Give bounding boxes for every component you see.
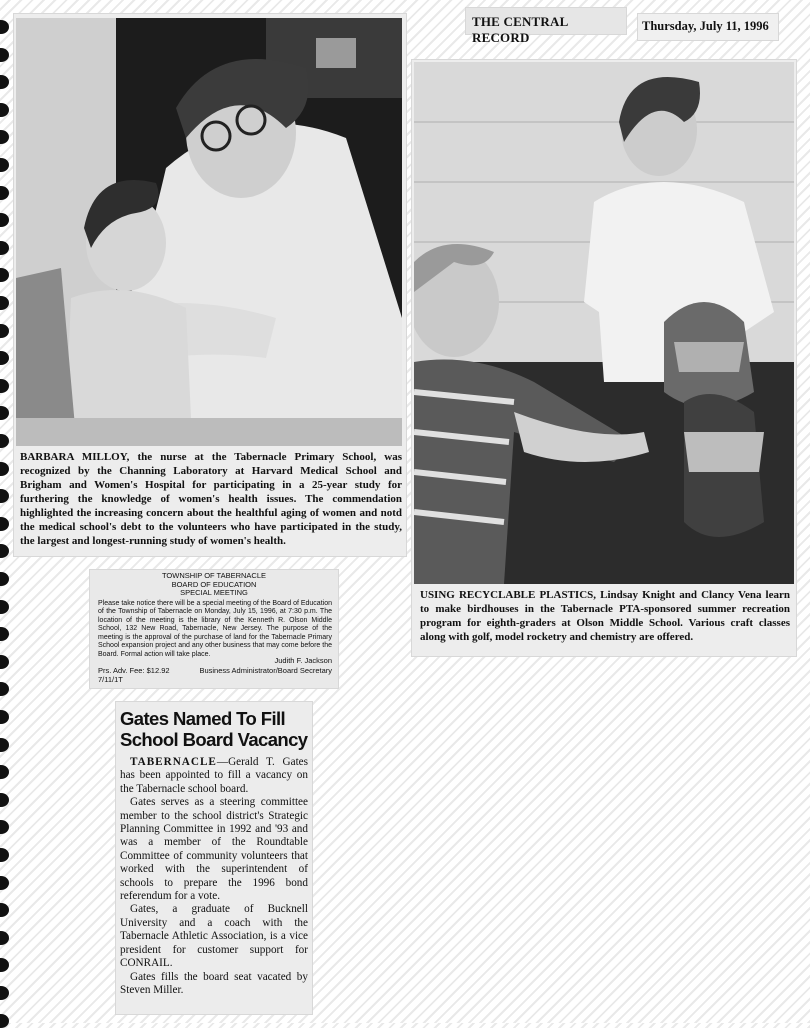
binder-hole (0, 379, 9, 393)
article-paragraph-3: Gates, a graduate of Bucknell University and a coach with the Tabernacle Athletic Association, is a vice president for customer support for CONRAIL. (120, 903, 308, 970)
binder-hole (0, 655, 9, 669)
students-photo-caption: USING RECYCLABLE PLASTICS, Lindsay Knight and Clancy Vena learn to make birdhouses in the Tabernacle PTA-sponsored summer recreation program for eighth-graders at Olson Middle School. Various craft classes along with golf, model rocketry and chemistry are offered. (420, 589, 790, 643)
legal-notice-clipping (90, 570, 338, 688)
binder-hole (0, 738, 9, 752)
binder-hole (0, 158, 9, 172)
binder-hole (0, 186, 9, 200)
binder-holes (0, 0, 14, 1023)
binder-hole (0, 627, 9, 641)
binder-hole (0, 489, 9, 503)
binder-hole (0, 793, 9, 807)
date-clipping (638, 14, 778, 40)
binder-hole (0, 682, 9, 696)
binder-hole (0, 848, 9, 862)
binder-hole (0, 876, 9, 890)
binder-hole (0, 462, 9, 476)
newspaper-name: THE CENTRAL RECORD (472, 14, 568, 45)
gates-article-clipping (116, 702, 312, 1014)
nurse-photo-clipping (14, 14, 406, 556)
article-dateline: TABERNACLE (130, 756, 217, 768)
binder-hole (0, 324, 9, 338)
binder-hole (0, 600, 9, 614)
nurse-photo (16, 18, 402, 446)
binder-hole (0, 351, 9, 365)
recyclable-plastics-photo-clipping (412, 60, 796, 656)
notice-signer: Judith F. Jackson (274, 656, 332, 665)
article-paragraph-1: —Gerald T. Gates has been appointed to fill a vacancy on the Tabernacle school board. (120, 756, 308, 795)
notice-fee: Prs. Adv. Fee: $12.92 (98, 666, 170, 675)
article-paragraph-4: Gates fills the board seat vacated by Steven Miller. (120, 970, 308, 996)
notice-footer (98, 656, 332, 684)
nurse-photo-caption: BARBARA MILLOY, the nurse at the Tabernacle Primary School, was recognized by the Channing Laboratory at Harvard Medical School and Brigham and Women's Hospital for participating in a 25-year study for furthering the knowledge of women's health issues. The commendation highlighted the increasing concern about the healthful aging of women and notd the medical school's debt to the volunteers who have participated in the study, the largest and longest-running study of women's health. (20, 451, 402, 547)
students-photo-illustration (414, 62, 794, 584)
binder-hole (0, 268, 9, 282)
notice-code: 7/11/1T (98, 675, 123, 684)
binder-hole (0, 241, 9, 255)
article-body (116, 750, 312, 997)
notice-line-1: TOWNSHIP OF TABERNACLE (161, 571, 267, 580)
notice-body: Please take notice there will be a special meeting of the Board of Education of the Township of Tabernacle on Monday, July 15, 1996, at 7:30 p.m. The location of the meeting is the library of the Kenneth R. Olson Middle School, 132 New Road, Tabernacle, New Jersey. The purpose of the meeting is the approval of the purchase of land for the Tabernacle Primary School expansion project and any other business that may come before the Board. Formal action will take place. (98, 599, 332, 659)
article-headline: Gates Named To Fill School Board Vacancy (120, 708, 308, 750)
newspaper-name-clipping (466, 8, 626, 45)
notice-signer-title: Business Administrator/Board Secretary (199, 666, 332, 675)
binder-hole (0, 820, 9, 834)
binder-hole (0, 75, 9, 89)
notice-heading (90, 572, 338, 598)
binder-hole (0, 1014, 9, 1028)
binder-hole (0, 130, 9, 144)
binder-hole (0, 48, 9, 62)
binder-hole (0, 765, 9, 779)
notice-line-3: SPECIAL MEETING (180, 588, 248, 597)
binder-hole (0, 572, 9, 586)
binder-hole (0, 958, 9, 972)
publication-date: Thursday, July 11, 1996 (642, 19, 769, 33)
binder-hole (0, 710, 9, 724)
binder-hole (0, 213, 9, 227)
binder-hole (0, 103, 9, 117)
binder-hole (0, 931, 9, 945)
binder-hole (0, 406, 9, 420)
binder-hole (0, 903, 9, 917)
nurse-photo-illustration (16, 18, 402, 446)
binder-hole (0, 517, 9, 531)
notice-line-2: BOARD OF EDUCATION (171, 579, 257, 589)
students-photo (414, 62, 794, 584)
article-paragraph-2: Gates serves as a steering committee member to the school district's Strategic Planning Committee in 1992 and '93 and was a member of the Roundtable Committee of community volunteers that worked with the superintendent of schools to prepare the 1996 bond referendum for a vote. (120, 796, 308, 903)
binder-hole (0, 296, 9, 310)
binder-hole (0, 544, 9, 558)
binder-hole (0, 986, 9, 1000)
binder-hole (0, 434, 9, 448)
binder-hole (0, 20, 9, 34)
